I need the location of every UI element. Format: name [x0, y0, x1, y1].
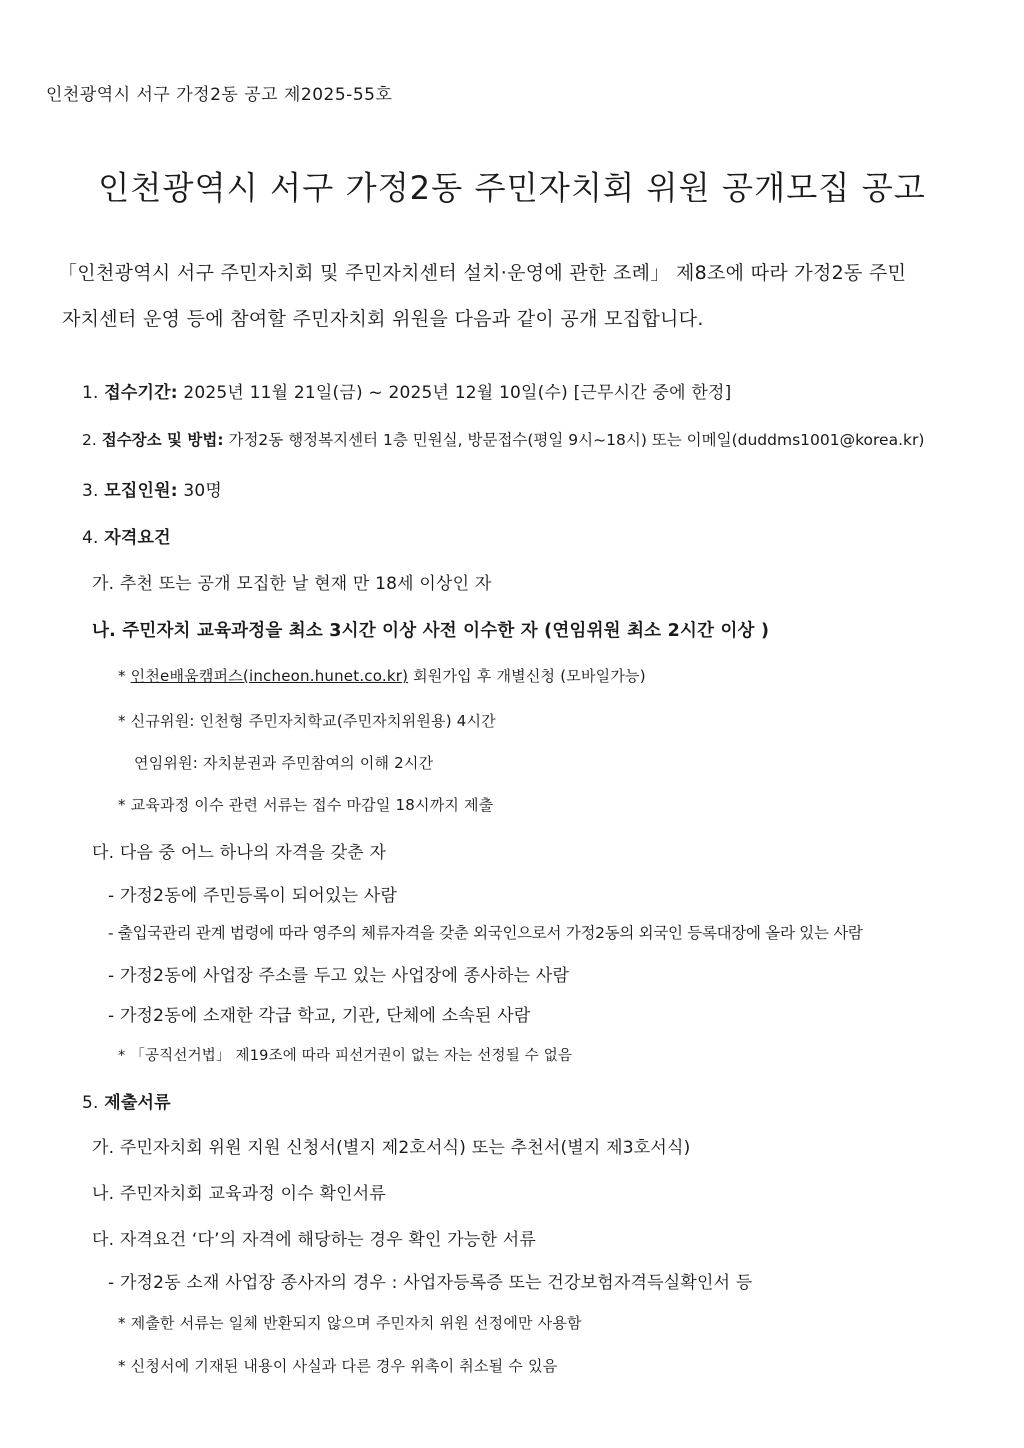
qualification-note: * 교육과정 이수 관련 서류는 접수 마감일 18시까지 제출: [118, 796, 494, 814]
qualification-subitem: - 출입국관리 관계 법령에 따라 영주의 체류자격을 갖춘 외국인으로서 가정2동의 외국인 등록대장에 올라 있는 사람: [108, 924, 863, 942]
section-documents: [82, 1088, 171, 1113]
note-text: 회원가입 후 개별신청 (모바일가능): [413, 667, 646, 685]
page-title: 인천광역시 서구 가정2동 주민자치회 위원 공개모집 공고: [98, 169, 926, 207]
intro-line: 「인천광역시 서구 주민자치회 및 주민자치센터 설치·운영에 관한 조례」 제8조에 따라 가정2동 주민: [58, 262, 907, 284]
section-text: 30명: [183, 481, 222, 501]
document-item: 가. 주민자치회 위원 지원 신청서(별지 제2호서식) 또는 추천서(별지 제3호서식): [92, 1138, 691, 1158]
section-number: 3.: [82, 481, 99, 501]
section-number: 4.: [82, 528, 99, 548]
note-star: *: [118, 667, 126, 685]
section-text: 2025년 11월 21일(금) ~ 2025년 12월 10일(수) [근무시간 중에 한정]: [183, 383, 732, 403]
qualification-note: * 신규위원: 인천형 주민자치학교(주민자치위원용) 4시간: [118, 712, 496, 730]
section-number: 2.: [82, 431, 97, 449]
qualification-subitem: - 가정2동에 주민등록이 되어있는 사람: [108, 886, 398, 906]
education-site-link[interactable]: 인천e배움캠퍼스(incheon.hunet.co.kr): [130, 667, 409, 685]
qualification-item: 가. 추천 또는 공개 모집한 날 현재 만 18세 이상인 자: [92, 574, 492, 594]
qualification-subitem: - 가정2동에 사업장 주소를 두고 있는 사업장에 종사하는 사람: [108, 966, 570, 986]
section-application-place: [82, 428, 924, 450]
section-label: 모집인원:: [104, 481, 178, 501]
qualification-note: * 「공직선거법」 제19조에 따라 피선거권이 없는 자는 선정될 수 없음: [118, 1048, 573, 1064]
document-note: * 신청서에 기재된 내용이 사실과 다른 경우 위촉이 취소될 수 있음: [118, 1357, 558, 1375]
intro-paragraph: [58, 250, 978, 342]
section-label: 제출서류: [104, 1093, 171, 1113]
section-text: 가정2동 행정복지센터 1층 민원실, 방문접수(평일 9시~18시) 또는 이메일(duddms1001@korea.kr): [228, 431, 925, 449]
section-recruit-count: [82, 476, 222, 501]
document-item: 다. 자격요건 ‘다’의 자격에 해당하는 경우 확인 가능한 서류: [92, 1230, 536, 1250]
qualification-note: [118, 665, 646, 686]
notice-number: 인천광역시 서구 가정2동 공고 제2025-55호: [46, 85, 393, 105]
document-subitem: - 가정2동 소재 사업장 종사자의 경우 : 사업자등록증 또는 건강보험자격득실확인서 등: [108, 1273, 753, 1293]
document-item: 나. 주민자치회 교육과정 이수 확인서류: [92, 1184, 386, 1204]
qualification-item: 다. 다음 중 어느 하나의 자격을 갖춘 자: [92, 843, 387, 863]
section-label: 자격요건: [104, 528, 171, 548]
qualification-note: 연임위원: 자치분권과 주민참여의 이해 2시간: [134, 754, 434, 772]
document-note: * 제출한 서류는 일체 반환되지 않으며 주민자치 위원 선정에만 사용함: [118, 1314, 582, 1332]
section-number: 5.: [82, 1093, 99, 1113]
qualification-item: 나. 주민자치 교육과정을 최소 3시간 이상 사전 이수한 자 (연임위원 최소 2시간 이상 ): [92, 621, 770, 641]
section-number: 1.: [82, 383, 99, 403]
section-label: 접수장소 및 방법:: [101, 431, 224, 449]
section-qualifications: [82, 523, 171, 548]
intro-line: 자치센터 운영 등에 참여할 주민자치회 위원을 다음과 같이 공개 모집합니다.: [62, 308, 704, 330]
section-label: 접수기간:: [104, 383, 178, 403]
section-application-period: [82, 378, 731, 403]
qualification-subitem: - 가정2동에 소재한 각급 학교, 기관, 단체에 소속된 사람: [108, 1006, 531, 1026]
